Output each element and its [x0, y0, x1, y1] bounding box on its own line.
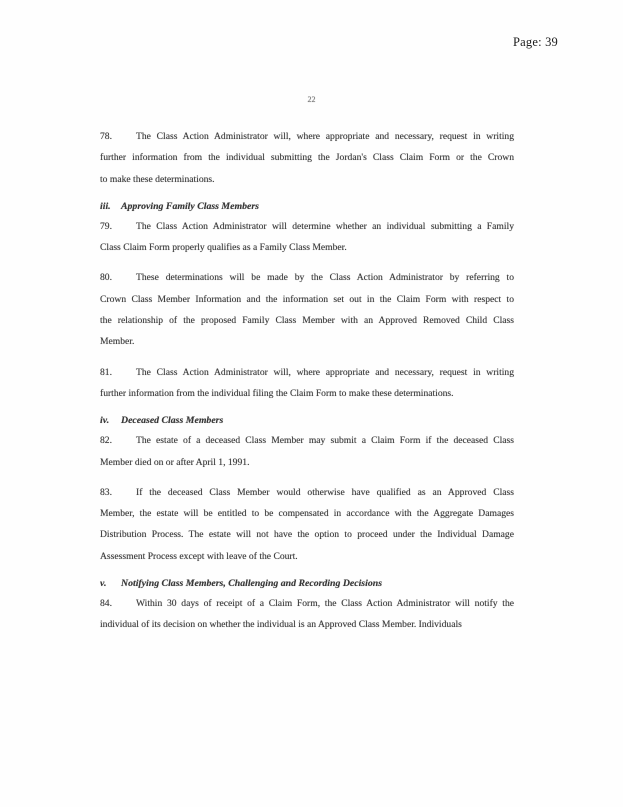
heading-numeral: v.: [100, 578, 107, 590]
heading-text: Deceased Class Members: [121, 415, 224, 427]
scan-page-number: 22: [307, 95, 316, 104]
paragraph-line: [100, 216, 514, 237]
paragraph-line: [100, 383, 514, 404]
paragraph-line: [100, 289, 514, 310]
paragraph-line: [100, 524, 514, 545]
paragraph-line-text: The Class Action Administrator will determine whether an individual submitting a Family: [136, 220, 514, 232]
paragraph-line-text: Member, the estate will be entitled to be compensated in accordance with the Aggregate Damages: [100, 508, 514, 520]
paragraph: [100, 267, 514, 352]
heading-numeral: iii.: [100, 200, 111, 212]
paragraph-line: [100, 147, 514, 168]
section-heading: [100, 413, 514, 428]
heading-text: Approving Family Class Members: [121, 200, 259, 212]
paragraph-line-text: These determinations will be made by the Class Action Administrator by referring to: [136, 272, 514, 284]
paragraph-number: 82.: [100, 435, 112, 447]
paragraph-number: 84.: [100, 598, 112, 610]
paragraph-line-text: Crown Class Member Information and the information set out in the Claim Form with respect to: [100, 293, 514, 305]
paragraph-line-text: Assessment Process except with leave of the Court.: [100, 550, 298, 562]
paragraph: [100, 593, 514, 636]
paragraph-line: [100, 267, 514, 288]
document-content: [100, 126, 514, 645]
paragraph-line-text: individual of its decision on whether the individual is an Approved Class Member. Individuals: [100, 619, 462, 631]
paragraph: [100, 126, 514, 190]
paragraph: [100, 362, 514, 405]
paragraph: [100, 216, 514, 259]
paragraph-line-text: Distribution Process. The estate will not have the option to proceed under the Individual Damage: [100, 529, 514, 541]
paragraph-line-text: The Class Action Administrator will, where appropriate and necessary, request in writing: [136, 131, 514, 142]
paragraph-line-text: The Class Action Administrator will, where appropriate and necessary, request in writing: [136, 366, 514, 378]
heading-text: Notifying Class Members, Challenging and Recording Decisions: [121, 578, 383, 590]
paragraph-line-text: The estate of a deceased Class Member may submit a Claim Form if the deceased Class: [136, 435, 514, 447]
viewer-page-label: Page: 39: [513, 35, 558, 49]
paragraph-line: [100, 503, 514, 524]
paragraph-line: [100, 452, 514, 473]
paragraph-number: 81.: [100, 366, 112, 378]
paragraph-line-text: Member.: [100, 336, 135, 348]
heading-numeral: iv.: [100, 415, 110, 427]
paragraph: [100, 482, 514, 567]
paragraph-line-text: further information from the individual submitting the Jordan's Class Claim Form or the Crown: [100, 152, 514, 164]
paragraph-line: [100, 546, 514, 567]
paragraph-line: [100, 331, 514, 352]
paragraph-line: [100, 593, 514, 614]
section-heading: [100, 576, 514, 591]
paragraph-line: [100, 169, 514, 190]
paragraph-line: [100, 362, 514, 383]
paragraph-line-text: to make these determinations.: [100, 173, 215, 185]
paragraph-line: [100, 614, 514, 635]
paragraph-line-text: further information from the individual filing the Claim Form to make these determinations.: [100, 387, 454, 399]
paragraph-number: 80.: [100, 272, 112, 284]
paragraph-line-text: Class Claim Form properly qualifies as a Family Class Member.: [100, 242, 347, 254]
paragraph-line: [100, 126, 514, 147]
paragraph-line: [100, 310, 514, 331]
paragraph-line: [100, 237, 514, 258]
paragraph-number: 79.: [100, 220, 112, 232]
paragraph-line: [100, 482, 514, 503]
paragraph-number: 78.: [100, 131, 112, 142]
paragraph-line-text: the relationship of the proposed Family Class Member with an Approved Removed Child Class: [100, 315, 514, 327]
section-heading: [100, 199, 514, 214]
paragraph-number: 83.: [100, 486, 112, 498]
paragraph: [100, 430, 514, 473]
paragraph-line: [100, 430, 514, 451]
paragraph-line-text: Within 30 days of receipt of a Claim Form, the Class Action Administrator will notify the: [136, 598, 514, 610]
paragraph-line-text: If the deceased Class Member would otherwise have qualified as an Approved Class: [136, 486, 514, 498]
paragraph-line-text: Member died on or after April 1, 1991.: [100, 456, 250, 468]
